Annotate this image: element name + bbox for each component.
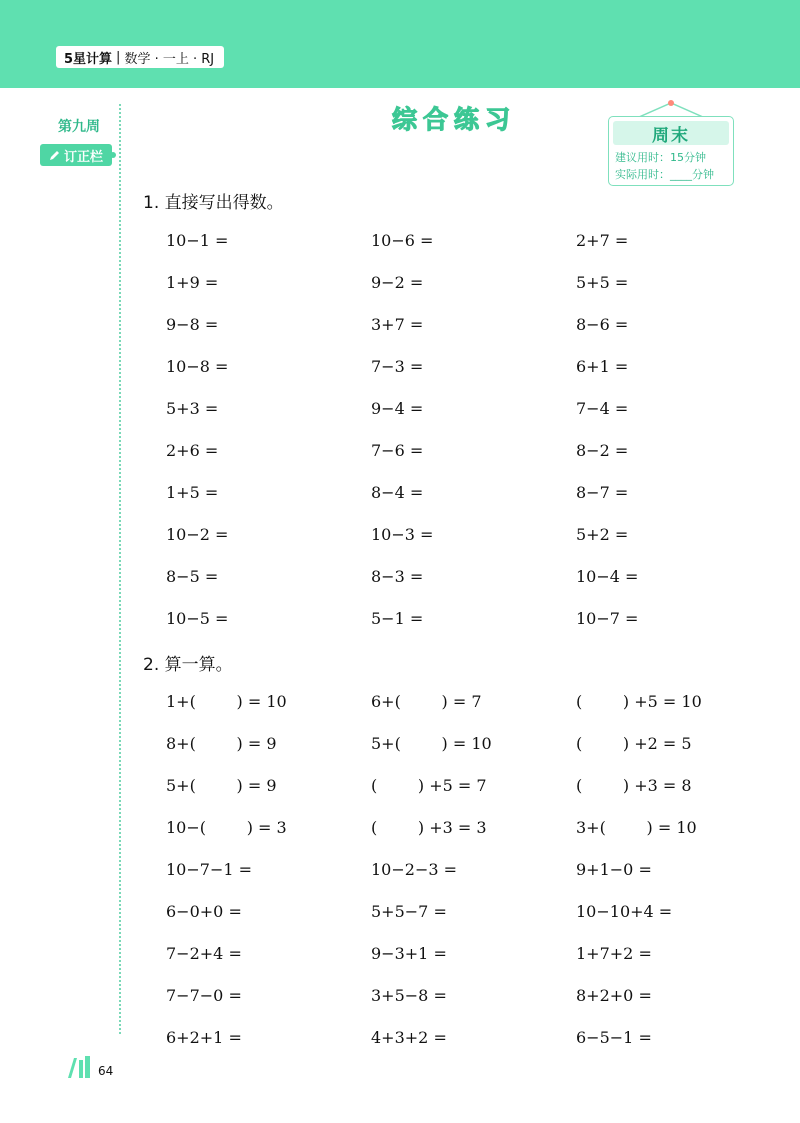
problem-item: 8−7 =: [576, 483, 629, 502]
problem-item: 6+2+1 =: [166, 1028, 242, 1047]
section-1-title: 1. 直接写出得数。: [143, 193, 284, 213]
problem-item: 6+1 =: [576, 357, 629, 376]
page-title: 综合练习: [392, 105, 517, 134]
problem-item: 9−8 =: [166, 315, 219, 334]
actual-time: 实际用时：____分钟: [615, 168, 714, 181]
problem-item: 6+( ) = 7: [371, 692, 482, 711]
problem-item: 8−2 =: [576, 441, 629, 460]
hanging-string-icon: [609, 99, 733, 117]
correction-label: 订正栏: [63, 149, 103, 165]
weekend-time-card: [608, 116, 734, 186]
problem-item: 7−4 =: [576, 399, 629, 418]
problem-item: 10−10+4 =: [576, 902, 673, 921]
problem-item: 2+7 =: [576, 231, 629, 250]
problem-item: 7−3 =: [371, 357, 424, 376]
series-tag: [56, 46, 224, 68]
problem-item: 8+( ) = 9: [166, 734, 277, 753]
problem-item: 9−3+1 =: [371, 944, 447, 963]
problem-item: 5+( ) = 10: [371, 734, 492, 753]
suggested-time: 建议用时：15分钟: [615, 151, 706, 164]
problem-item: 10−5 =: [166, 609, 229, 628]
problem-item: ( ) +5 = 10: [576, 692, 702, 711]
problem-item: 5+( ) = 9: [166, 776, 277, 795]
problem-item: 5+3 =: [166, 399, 219, 418]
problem-item: 1+9 =: [166, 273, 219, 292]
problem-item: 10−( ) = 3: [166, 818, 287, 837]
problem-item: 8−3 =: [371, 567, 424, 586]
week-label: 第九周: [58, 119, 100, 135]
problem-item: 3+5−8 =: [371, 986, 447, 1005]
problem-item: 7−6 =: [371, 441, 424, 460]
problem-item: 8−5 =: [166, 567, 219, 586]
problem-item: 9−4 =: [371, 399, 424, 418]
problem-item: 8−4 =: [371, 483, 424, 502]
problem-item: 1+7+2 =: [576, 944, 652, 963]
series-separator: |: [116, 49, 121, 65]
weekend-title: 周末: [613, 121, 729, 145]
correction-column-tag: [40, 144, 112, 166]
books-icon: [66, 1056, 96, 1078]
problem-item: 8+2+0 =: [576, 986, 652, 1005]
problem-item: ( ) +3 = 8: [576, 776, 692, 795]
problem-item: 2+6 =: [166, 441, 219, 460]
problem-item: 10−3 =: [371, 525, 434, 544]
pencil-icon: [49, 149, 61, 161]
problem-item: 5+5−7 =: [371, 902, 447, 921]
problem-item: 10−8 =: [166, 357, 229, 376]
problem-item: 6−5−1 =: [576, 1028, 652, 1047]
problem-item: 5+2 =: [576, 525, 629, 544]
problem-item: 6−0+0 =: [166, 902, 242, 921]
problem-item: 9+1−0 =: [576, 860, 652, 879]
problem-item: 7−7−0 =: [166, 986, 242, 1005]
problem-item: 1+( ) = 10: [166, 692, 287, 711]
problem-item: 3+( ) = 10: [576, 818, 697, 837]
problem-item: 9−2 =: [371, 273, 424, 292]
problem-item: ( ) +2 = 5: [576, 734, 692, 753]
problem-item: 10−7 =: [576, 609, 639, 628]
problem-item: 3+7 =: [371, 315, 424, 334]
correction-margin-line: [119, 104, 121, 1034]
series-brand: 5星计算: [64, 51, 113, 67]
problem-item: 5+5 =: [576, 273, 629, 292]
problem-item: 5−1 =: [371, 609, 424, 628]
problem-item: 7−2+4 =: [166, 944, 242, 963]
problem-item: 10−4 =: [576, 567, 639, 586]
problem-item: 10−7−1 =: [166, 860, 253, 879]
problem-item: 10−1 =: [166, 231, 229, 250]
problem-item: 4+3+2 =: [371, 1028, 447, 1047]
section-2-title: 2. 算一算。: [143, 655, 233, 675]
series-subject: 数学 · 一上 · RJ: [124, 51, 215, 67]
problem-item: ( ) +5 = 7: [371, 776, 487, 795]
page-number: 64: [98, 1064, 114, 1078]
header-band: [0, 0, 800, 88]
problem-item: ( ) +3 = 3: [371, 818, 487, 837]
problem-item: 10−2 =: [166, 525, 229, 544]
problem-item: 10−6 =: [371, 231, 434, 250]
problem-item: 10−2−3 =: [371, 860, 458, 879]
problem-item: 1+5 =: [166, 483, 219, 502]
problem-item: 8−6 =: [576, 315, 629, 334]
